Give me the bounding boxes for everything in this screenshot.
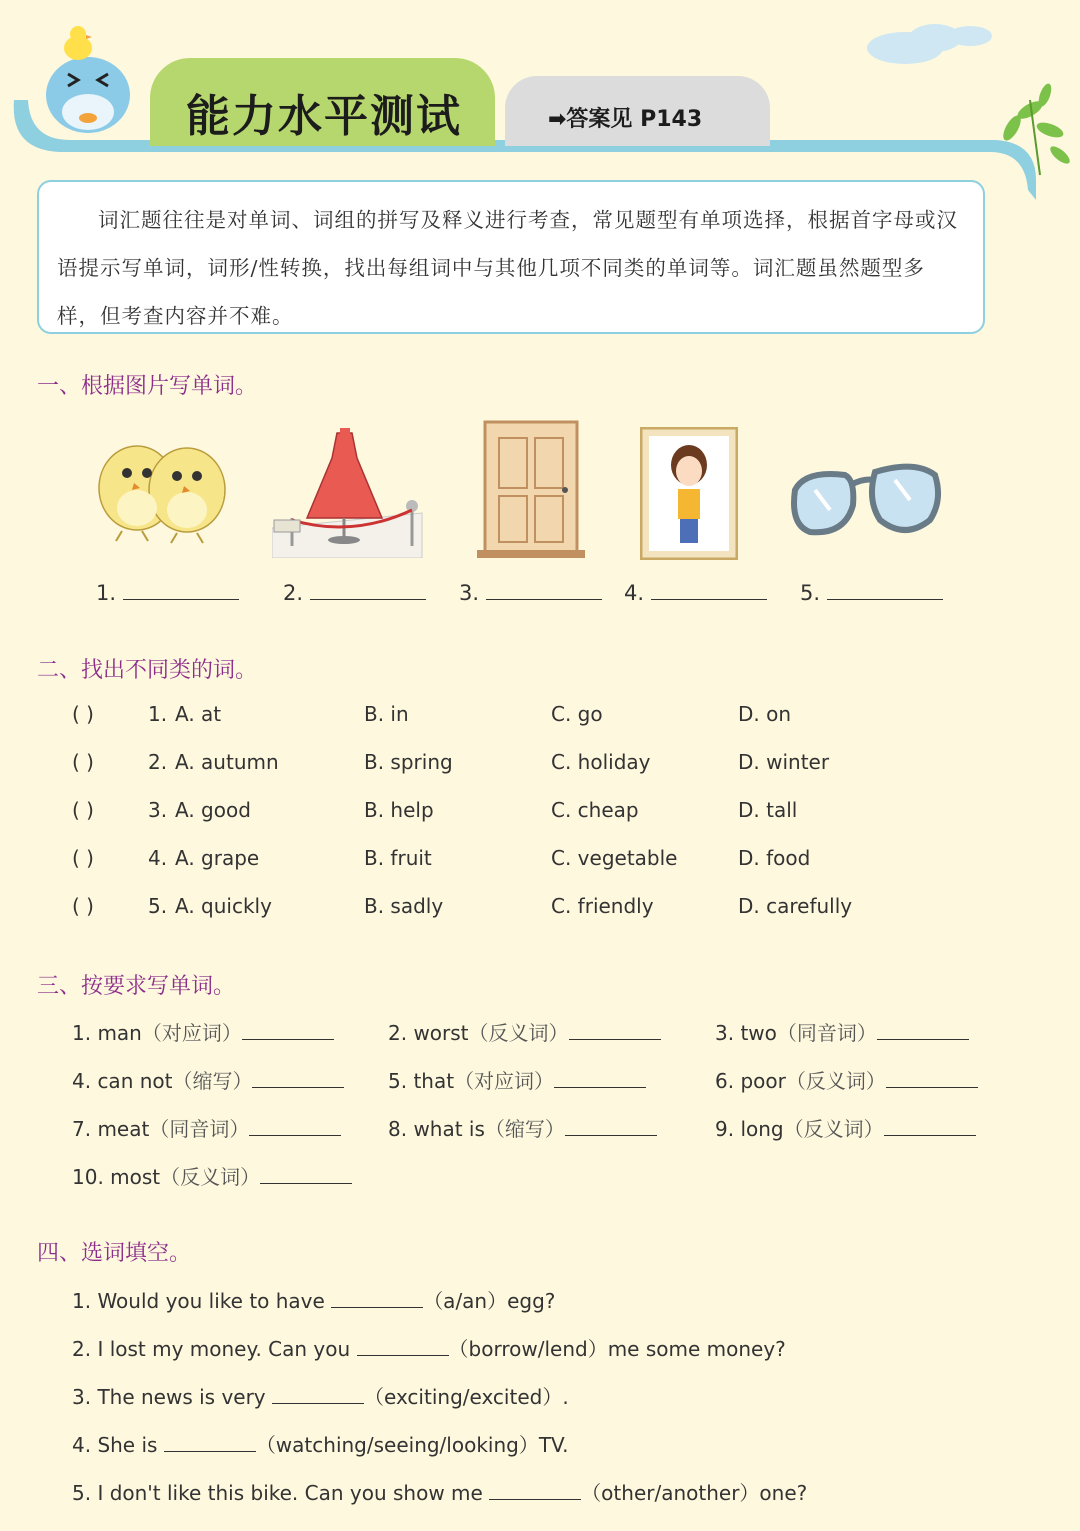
answer-blank[interactable] [569, 1019, 661, 1040]
word-task: 1. man（对应词） [72, 1017, 334, 1046]
option-a: A. quickly [175, 894, 272, 918]
fill-sentence: 2. I lost my money. Can you （borrow/lend）me some money? [72, 1337, 786, 1361]
answer-blank[interactable] [310, 579, 426, 600]
option-c: C. go [551, 702, 603, 726]
section2-title: 二、找出不同类的词。 [37, 658, 258, 683]
option-d: D. on [738, 702, 792, 726]
answer-blank[interactable] [565, 1115, 657, 1136]
answer-paren[interactable]: ( ) [72, 702, 94, 726]
answer-blank[interactable] [486, 579, 602, 600]
question-number: 4. [148, 846, 168, 870]
chicks-icon [92, 428, 237, 546]
intro-text: 词汇题往往是对单词、词组的拼写及释义进行考查，常见题型有单项选择，根据首字母或汉语提示写单词，词形/性转换，找出每组词中与其他几项不同类的单词等。词汇题虽然题型多样，但考查内容并不难。 [57, 208, 958, 328]
option-d: D. food [738, 846, 811, 870]
fill-sentence: 1. Would you like to have （a/an）egg? [72, 1289, 556, 1313]
answer-blank[interactable] [242, 1019, 334, 1040]
option-a: A. grape [175, 846, 260, 870]
page-title: 能力水平测试 [186, 91, 462, 142]
answer-blank[interactable] [884, 1115, 976, 1136]
option-a: A. good [175, 798, 251, 822]
answer-blank[interactable] [260, 1163, 352, 1184]
option-a: A. autumn [175, 750, 279, 774]
option-d: D. tall [738, 798, 798, 822]
picture-answer-2: 2. [283, 579, 426, 605]
option-c: C. friendly [551, 894, 654, 918]
option-c: C. vegetable [551, 846, 678, 870]
section3-title: 三、按要求写单词。 [37, 974, 236, 999]
plant-icon [1000, 82, 1073, 175]
option-c: C. holiday [551, 750, 651, 774]
answer-blank[interactable] [554, 1067, 646, 1088]
word-task: 6. poor（反义词） [715, 1065, 978, 1094]
door-icon [477, 420, 585, 558]
fill-sentence: 4. She is （watching/seeing/looking）TV. [72, 1433, 569, 1457]
word-task: 4. can not（缩写） [72, 1065, 344, 1094]
picture-answer-1: 1. [96, 579, 239, 605]
picture-answer-3: 3. [459, 579, 602, 605]
choice-row [0, 846, 1080, 894]
picture-answer-4: 4. [624, 579, 767, 605]
fill-sentence: 5. I don't like this bike. Can you show me （other/another）one? [72, 1481, 808, 1505]
section1-title: 一、根据图片写单词。 [37, 374, 258, 399]
mascot-icon [46, 26, 130, 133]
choice-row [0, 798, 1080, 846]
option-d: D. winter [738, 750, 830, 774]
word-task: 7. meat（同音词） [72, 1113, 341, 1142]
fill-sentence: 3. The news is very （exciting/excited）. [72, 1385, 569, 1409]
word-task: 3. two（同音词） [715, 1017, 969, 1046]
answer-blank[interactable] [123, 579, 239, 600]
answer-blank[interactable] [272, 1383, 364, 1404]
answer-blank[interactable] [252, 1067, 344, 1088]
answer-reference: ➡答案见 P143 [548, 107, 703, 132]
option-b: B. sadly [364, 894, 444, 918]
answer-paren[interactable]: ( ) [72, 750, 94, 774]
answer-blank[interactable] [357, 1335, 449, 1356]
cloud-icon [867, 24, 992, 64]
answer-blank[interactable] [331, 1287, 423, 1308]
answer-blank[interactable] [489, 1479, 581, 1500]
option-b: B. help [364, 798, 434, 822]
option-a: A. at [175, 702, 222, 726]
question-number: 2. [148, 750, 168, 774]
option-c: C. cheap [551, 798, 639, 822]
question-number: 3. [148, 798, 168, 822]
word-task: 5. that（对应词） [388, 1065, 646, 1094]
question-number: 1. [148, 702, 168, 726]
answer-blank[interactable] [164, 1431, 256, 1452]
option-d: D. carefully [738, 894, 853, 918]
glasses-icon [785, 450, 945, 545]
answer-paren[interactable]: ( ) [72, 798, 94, 822]
picture-answer-5: 5. [800, 579, 943, 605]
intro-box [37, 180, 985, 334]
answer-paren[interactable]: ( ) [72, 894, 94, 918]
option-b: B. in [364, 702, 409, 726]
option-b: B. fruit [364, 846, 432, 870]
section4-title: 四、选词填空。 [37, 1241, 192, 1266]
answer-blank[interactable] [651, 579, 767, 600]
word-task: 2. worst（反义词） [388, 1017, 661, 1046]
photo-icon [640, 427, 738, 560]
answer-blank[interactable] [249, 1115, 341, 1136]
answer-blank[interactable] [827, 579, 943, 600]
question-number: 5. [148, 894, 168, 918]
word-task: 8. what is（缩写） [388, 1113, 657, 1142]
answer-paren[interactable]: ( ) [72, 846, 94, 870]
word-task: 10. most（反义词） [72, 1161, 352, 1190]
choice-row [0, 750, 1080, 798]
word-task: 9. long（反义词） [715, 1113, 976, 1142]
choice-row [0, 894, 1080, 942]
answer-blank[interactable] [877, 1019, 969, 1040]
choice-row [0, 702, 1080, 750]
dress-icon [272, 428, 427, 558]
answer-blank[interactable] [886, 1067, 978, 1088]
option-b: B. spring [364, 750, 453, 774]
